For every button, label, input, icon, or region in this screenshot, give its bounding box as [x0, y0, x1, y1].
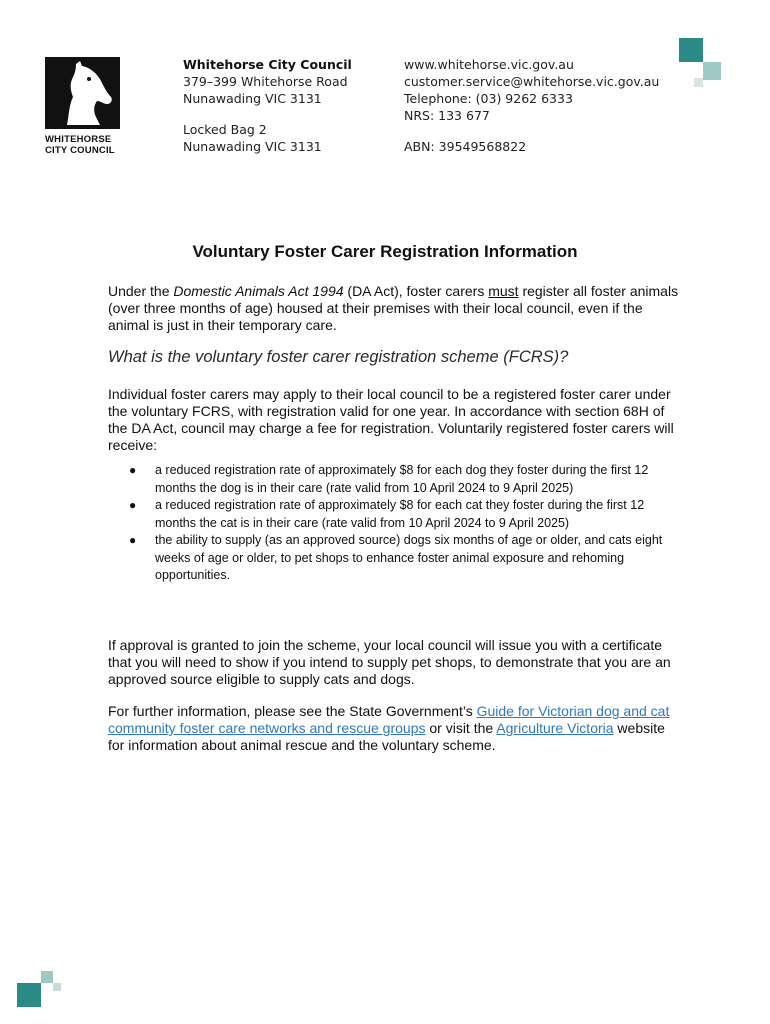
act-name: Domestic Animals Act 1994 — [173, 283, 344, 299]
bullet-icon: ● — [129, 463, 137, 477]
bullet-text: the ability to supply (as an approved source) dogs six months of age or older, and cats eight weeks of age or older, to pet shops to enhance foster animal exposure and rehoming opportunities. — [155, 533, 663, 582]
org-name: Whitehorse City Council — [183, 57, 352, 72]
street-address — [183, 56, 352, 107]
email-link[interactable]: customer.service@whitehorse.vic.gov.au — [404, 74, 660, 89]
abn-block — [404, 138, 526, 155]
benefits-list — [108, 462, 680, 585]
intro-text-3: register all foster animals (over three months of age) housed at their premises with their local council, even if the animal is just in their temporary care. — [108, 283, 679, 333]
postal-address — [183, 121, 322, 155]
postal-suburb-line: Nunawading VIC 3131 — [183, 139, 322, 154]
intro-text-1: Under the — [108, 283, 174, 299]
bullet-text: a reduced registration rate of approximately $8 for each dog they foster during the first 12 months the dog is in their care (rate valid from 10 April 2024 to 9 April 2025) — [155, 463, 649, 495]
bullet-text: a reduced registration rate of approximately $8 for each cat they foster during the first 12 months the cat is in their care (rate valid from 10 April 2024 to 9 April 2025) — [155, 498, 645, 530]
square-icon — [703, 62, 721, 80]
nrs-number: NRS: 133 677 — [404, 108, 490, 123]
square-icon — [17, 983, 41, 1007]
telephone: Telephone: (03) 9262 6333 — [404, 91, 573, 106]
logo-line-1: WHITEHORSE — [45, 134, 112, 145]
square-icon — [679, 38, 703, 62]
list-item — [108, 462, 680, 497]
foster-networks-link[interactable]: community foster care networks and rescue groups — [108, 720, 426, 736]
info-text-4: website for information about animal rescue and the voluntary scheme. — [108, 720, 665, 753]
document-title: Voluntary Foster Carer Registration Information — [192, 242, 578, 261]
council-logo — [45, 57, 120, 129]
further-info-paragraph — [108, 703, 680, 754]
postal-box-line: Locked Bag 2 — [183, 122, 267, 137]
agriculture-victoria-link[interactable]: Agriculture Victoria — [496, 720, 614, 736]
horse-head-icon — [45, 57, 120, 129]
intro-paragraph — [108, 283, 680, 334]
suburb-line: Nunawading VIC 3131 — [183, 91, 322, 106]
abn-number: ABN: 39549568822 — [404, 139, 527, 154]
street-line: 379–399 Whitehorse Road — [183, 74, 348, 89]
intro-text-2: (DA Act), foster carers — [343, 283, 489, 299]
logo-line-2: CITY COUNCIL — [45, 145, 115, 156]
scheme-paragraph: Individual foster carers may apply to their local council to be a registered foster carer under the voluntary FCRS, with registration valid for one year. In accordance with section 68H of the DA Act, council may charge a fee for registration. Voluntarily registered foster carers will receive: — [108, 386, 674, 453]
contact-details — [404, 56, 659, 124]
info-text-1: For further information, please see the State Government’s — [108, 703, 477, 719]
list-item — [108, 532, 680, 585]
section-heading: What is the voluntary foster carer registration scheme (FCRS)? — [108, 348, 569, 366]
website-link[interactable]: www.whitehorse.vic.gov.au — [404, 57, 574, 72]
square-icon — [41, 971, 53, 983]
info-text-3: or visit the — [425, 720, 497, 736]
approval-paragraph: If approval is granted to join the scheme, your local council will issue you with a certificate that you will need to show if you intend to supply pet shops, to demonstrate that you are an approved source eligible to supply cats and dogs. — [108, 637, 671, 687]
square-icon — [694, 78, 703, 87]
square-icon — [53, 983, 61, 991]
list-item — [108, 497, 680, 532]
bullet-icon: ● — [129, 498, 137, 512]
logo-wordmark — [45, 134, 135, 156]
must-emphasis: must — [488, 283, 519, 299]
guide-link[interactable]: Guide for Victorian dog and cat — [476, 703, 670, 719]
bullet-icon: ● — [129, 533, 137, 547]
